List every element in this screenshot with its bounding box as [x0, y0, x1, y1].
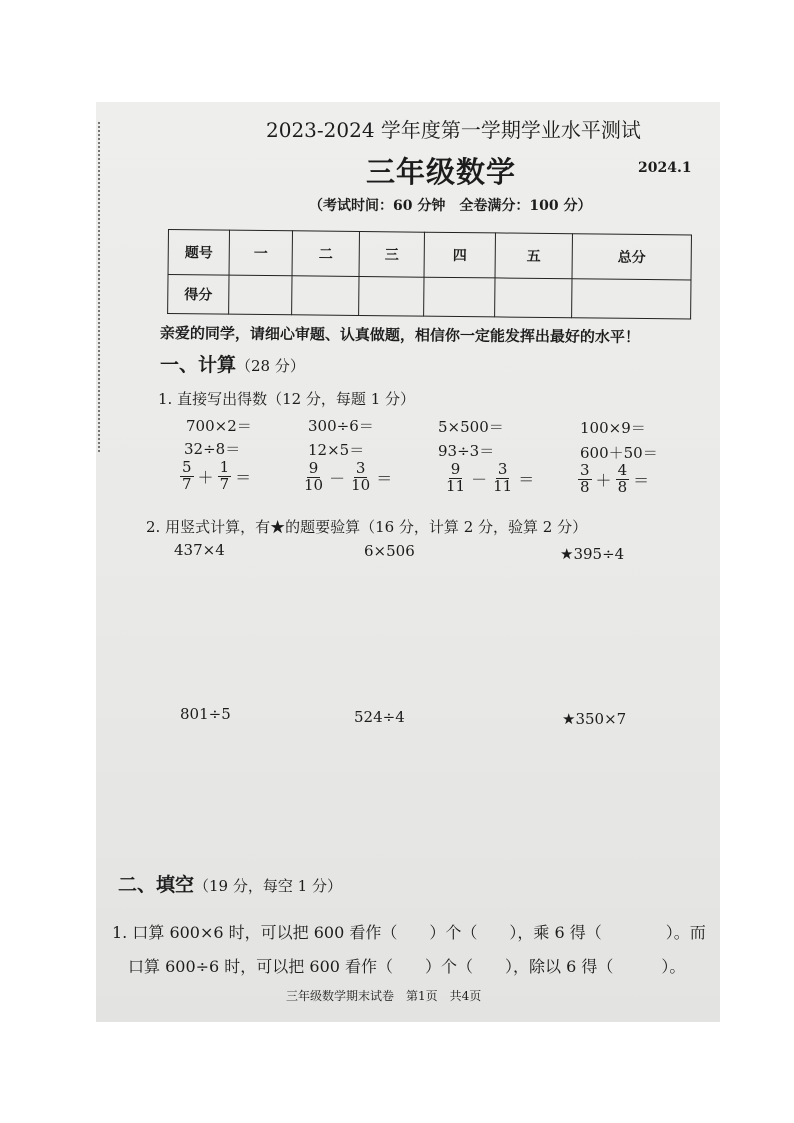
fraction: 5 7 [182, 458, 192, 493]
score-table [167, 229, 692, 319]
q1-fraction-expr: 9 11 － 3 11 ＝ [446, 460, 535, 495]
q2-expr: ★395÷4 [560, 545, 625, 563]
q1-expr: 5×500＝ [438, 418, 504, 436]
q1-title: 1. 直接写出得数（12 分，每题 1 分） [158, 390, 416, 408]
binding-dotted-line [98, 122, 102, 452]
score-cell-5[interactable] [495, 278, 572, 318]
q2-expr: 801÷5 [180, 705, 231, 723]
score-cell-1[interactable] [229, 275, 292, 315]
exam-date: 2024.1 [638, 160, 692, 176]
header-cell-1: 一 [229, 230, 292, 276]
q1-fraction-expr: 3 8 ＋ 4 8 ＝ [580, 461, 650, 496]
score-table-header-row [168, 230, 691, 280]
section2-heading-text: 二、填空 [118, 874, 195, 896]
q1-fraction-expr: 9 10 － 3 10 ＝ [304, 459, 393, 494]
header-cell-total: 总分 [572, 234, 691, 280]
score-row-label: 得分 [168, 275, 229, 315]
fill-q1-line1: 1. 口算 600×6 时，可以把 600 看作（ ）个（ ），乘 6 得（ ）。而 [112, 923, 706, 942]
q1-expr: 32÷8＝ [184, 440, 241, 458]
section2-score: （19 分，每空 1 分） [194, 877, 342, 895]
q2-expr: 6×506 [364, 542, 415, 560]
section1-heading [160, 350, 305, 377]
q2-title: 2. 用竖式计算，有★的题要验算（16 分，计算 2 分，验算 2 分） [146, 518, 588, 536]
header-cell-label: 题号 [168, 230, 229, 276]
header-cell-4: 四 [424, 232, 495, 278]
page-footer: 三年级数学期末试卷 第1页 共4页 [286, 989, 482, 1003]
fraction: 4 8 [617, 461, 628, 496]
q1-fraction-expr: 5 7 ＋ 1 7 ＝ [182, 458, 252, 493]
exam-subject: 三年级数学 [366, 155, 517, 189]
score-cell-3[interactable] [359, 277, 424, 317]
exam-info: （考试时间：60 分钟 全卷满分：100 分） [309, 198, 592, 214]
header-cell-3: 三 [359, 232, 424, 278]
q1-expr: 100×9＝ [580, 419, 646, 437]
q1-expr: 93÷3＝ [438, 442, 495, 460]
q2-expr: 437×4 [174, 541, 225, 559]
header-cell-5: 五 [495, 233, 572, 279]
q1-expr: 600＋50＝ [580, 444, 658, 462]
fraction: 9 10 [304, 459, 324, 494]
q1-expr: 12×5＝ [308, 441, 365, 459]
score-cell-2[interactable] [292, 276, 359, 316]
q1-expr: 700×2＝ [186, 417, 252, 435]
fraction: 1 7 [219, 458, 230, 493]
q1-expr: 300÷6＝ [308, 417, 374, 435]
fraction: 3 10 [351, 459, 371, 494]
exam-title: 2023-2024 学年度第一学期学业水平测试 [266, 118, 641, 142]
fraction: 3 8 [580, 461, 590, 496]
section1-heading-text: 一、计算 [160, 354, 237, 376]
fraction: 9 11 [446, 460, 466, 495]
score-table-score-row [168, 275, 691, 319]
section1-score: （28 分） [236, 357, 305, 375]
exam-paper [96, 102, 720, 1022]
fill-q1-line2: 口算 600÷6 时，可以把 600 看作（ ）个（ ），除以 6 得（ ）。 [128, 957, 686, 976]
q2-expr: 524÷4 [354, 708, 405, 726]
score-cell-4[interactable] [424, 277, 495, 317]
section2-heading [118, 870, 342, 897]
q2-expr: ★350×7 [562, 710, 627, 728]
score-cell-total[interactable] [572, 279, 691, 319]
encouragement-text: 亲爱的同学，请细心审题、认真做题，相信你一定能发挥出最好的水平！ [159, 323, 640, 347]
fraction: 3 11 [493, 460, 513, 495]
header-cell-2: 二 [292, 231, 359, 277]
